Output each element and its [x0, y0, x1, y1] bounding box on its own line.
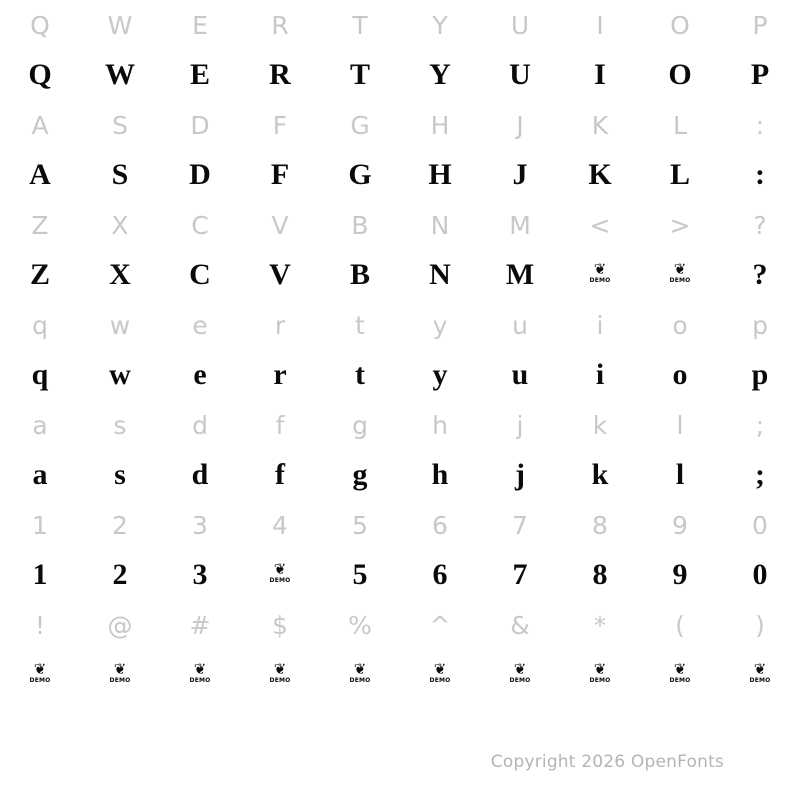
glyph-sample: B	[349, 258, 370, 291]
glyph-sample: 6	[432, 558, 448, 591]
glyph-sample: 1	[32, 558, 48, 591]
glyph-sample: ?	[752, 258, 768, 291]
glyph-sample: A	[29, 158, 51, 191]
key-label: F	[272, 110, 288, 140]
key-label: u	[512, 310, 528, 340]
demo-watermark-icon: ❦ DEMO	[349, 660, 371, 684]
demo-watermark-icon: ❦ DEMO	[589, 660, 611, 684]
glyph-sample: 8	[592, 558, 608, 591]
glyph-sample: J	[512, 158, 528, 191]
glyph-sample: r	[273, 358, 287, 391]
key-label: k	[592, 410, 608, 440]
key-label: i	[596, 310, 604, 340]
key-label: t	[355, 310, 365, 340]
copyright-notice: Copyright 2026 OpenFonts	[490, 752, 724, 772]
glyph-sample: R	[269, 58, 291, 91]
key-label: )	[755, 610, 765, 640]
key-label: q	[32, 310, 48, 340]
key-label: P	[752, 10, 768, 40]
glyph-sample: L	[669, 158, 690, 191]
glyph-sample: D	[189, 158, 211, 191]
key-label: l	[676, 410, 684, 440]
glyph-sample: T	[349, 58, 370, 91]
key-label: N	[430, 210, 450, 240]
glyph-sample: 5	[352, 558, 368, 591]
key-label: 1	[32, 510, 48, 540]
demo-watermark-icon: ❦ DEMO	[109, 660, 131, 684]
glyph-sample: Z	[29, 258, 50, 291]
glyph-sample: 7	[512, 558, 528, 591]
demo-watermark-icon: ❦ DEMO	[29, 660, 51, 684]
key-label: o	[672, 310, 688, 340]
key-label: J	[516, 110, 524, 140]
key-label: G	[350, 110, 370, 140]
glyph-sample: H	[428, 158, 452, 191]
glyph-sample: U	[509, 58, 531, 91]
glyph-sample: a	[32, 458, 48, 491]
demo-watermark-icon: ❦ DEMO	[189, 660, 211, 684]
glyph-sample: ;	[755, 458, 765, 491]
glyph-sample: l	[675, 458, 685, 491]
key-label: @	[107, 610, 133, 640]
key-label: (	[675, 610, 685, 640]
key-label: >	[669, 210, 691, 240]
glyph-sample: C	[189, 258, 211, 291]
glyph-sample: P	[750, 58, 770, 91]
key-label: Y	[432, 10, 448, 40]
key-label: Z	[31, 210, 49, 240]
key-label: S	[112, 110, 128, 140]
key-label: 8	[592, 510, 608, 540]
glyph-sample: O	[668, 58, 692, 91]
key-label: e	[192, 310, 208, 340]
key-label: 7	[512, 510, 528, 540]
key-label: f	[275, 410, 285, 440]
key-label: V	[271, 210, 289, 240]
key-label: H	[430, 110, 450, 140]
key-label: E	[192, 10, 208, 40]
glyph-sample: s	[114, 458, 126, 491]
glyph-sample: j	[515, 458, 525, 491]
key-label: ^	[429, 610, 451, 640]
key-label: %	[348, 610, 372, 640]
demo-watermark-icon: ❦ DEMO	[749, 660, 771, 684]
glyph-sample: E	[189, 58, 210, 91]
glyph-sample: 9	[672, 558, 688, 591]
key-label: W	[107, 10, 133, 40]
key-label: p	[752, 310, 768, 340]
glyph-sample: y	[432, 358, 448, 391]
key-label: 6	[432, 510, 448, 540]
key-label: U	[510, 10, 530, 40]
glyph-sample: Q	[28, 58, 52, 91]
glyph-sample: w	[109, 358, 131, 391]
glyph-sample: X	[109, 258, 131, 291]
glyph-sample: 0	[752, 558, 768, 591]
glyph-sample: e	[193, 358, 207, 391]
key-label: &	[510, 610, 530, 640]
demo-watermark-icon: ❦ DEMO	[589, 260, 611, 284]
key-label: L	[673, 110, 687, 140]
key-label: w	[109, 310, 131, 340]
key-label: C	[191, 210, 209, 240]
key-label: 0	[752, 510, 768, 540]
demo-watermark-icon: ❦ DEMO	[429, 660, 451, 684]
key-label: *	[593, 610, 607, 640]
key-label: r	[274, 310, 286, 340]
key-label: Q	[30, 10, 50, 40]
key-label: $	[272, 610, 288, 640]
key-label: h	[432, 410, 448, 440]
key-label: 9	[672, 510, 688, 540]
demo-watermark-icon: ❦ DEMO	[509, 660, 531, 684]
key-label: a	[32, 410, 48, 440]
demo-watermark-icon: ❦ DEMO	[669, 260, 691, 284]
demo-watermark-icon: ❦ DEMO	[669, 660, 691, 684]
demo-watermark-icon: ❦ DEMO	[269, 660, 291, 684]
glyph-sample: k	[591, 458, 609, 491]
key-label: :	[755, 110, 765, 140]
key-label: !	[34, 610, 46, 640]
glyph-sample: t	[355, 358, 365, 391]
glyph-sample: F	[270, 158, 290, 191]
glyph-sample: h	[431, 458, 449, 491]
glyph-sample: 3	[192, 558, 208, 591]
glyph-sample: Y	[429, 58, 451, 91]
key-label: M	[509, 210, 531, 240]
key-label: ;	[755, 410, 765, 440]
key-label: s	[113, 410, 127, 440]
glyph-sample: i	[595, 358, 605, 391]
glyph-sample: S	[111, 158, 129, 191]
glyph-sample: p	[751, 358, 769, 391]
glyph-sample: g	[352, 458, 368, 491]
key-label: <	[589, 210, 611, 240]
glyph-sample: f	[275, 458, 285, 491]
key-label: 2	[112, 510, 128, 540]
glyph-sample: M	[505, 258, 535, 291]
key-label: y	[432, 310, 448, 340]
key-label: ?	[753, 210, 767, 240]
glyph-sample: K	[588, 158, 612, 191]
glyph-sample: :	[755, 158, 765, 191]
key-label: 4	[272, 510, 288, 540]
glyph-sample: 2	[112, 558, 128, 591]
key-label: 5	[352, 510, 368, 540]
key-label: O	[670, 10, 690, 40]
key-label: d	[192, 410, 208, 440]
glyph-sample: V	[269, 258, 291, 291]
key-label: j	[516, 410, 524, 440]
key-label: X	[111, 210, 129, 240]
key-label: 3	[192, 510, 208, 540]
key-label: K	[591, 110, 609, 140]
demo-watermark-icon: ❦ DEMO	[269, 560, 291, 584]
glyph-sample: N	[429, 258, 451, 291]
glyph-sample: G	[348, 158, 372, 191]
glyph-sample: I	[594, 58, 606, 91]
glyph-sample: o	[672, 358, 688, 391]
glyph-sample: u	[511, 358, 529, 391]
key-label: D	[190, 110, 210, 140]
key-label: B	[351, 210, 369, 240]
glyph-sample: W	[105, 58, 135, 91]
glyph-sample: q	[31, 358, 49, 391]
key-label: I	[596, 10, 604, 40]
glyph-sample: d	[191, 458, 209, 491]
key-label: T	[352, 10, 368, 40]
key-label: #	[189, 610, 211, 640]
key-label: R	[271, 10, 289, 40]
key-label: A	[31, 110, 49, 140]
key-label: g	[352, 410, 368, 440]
